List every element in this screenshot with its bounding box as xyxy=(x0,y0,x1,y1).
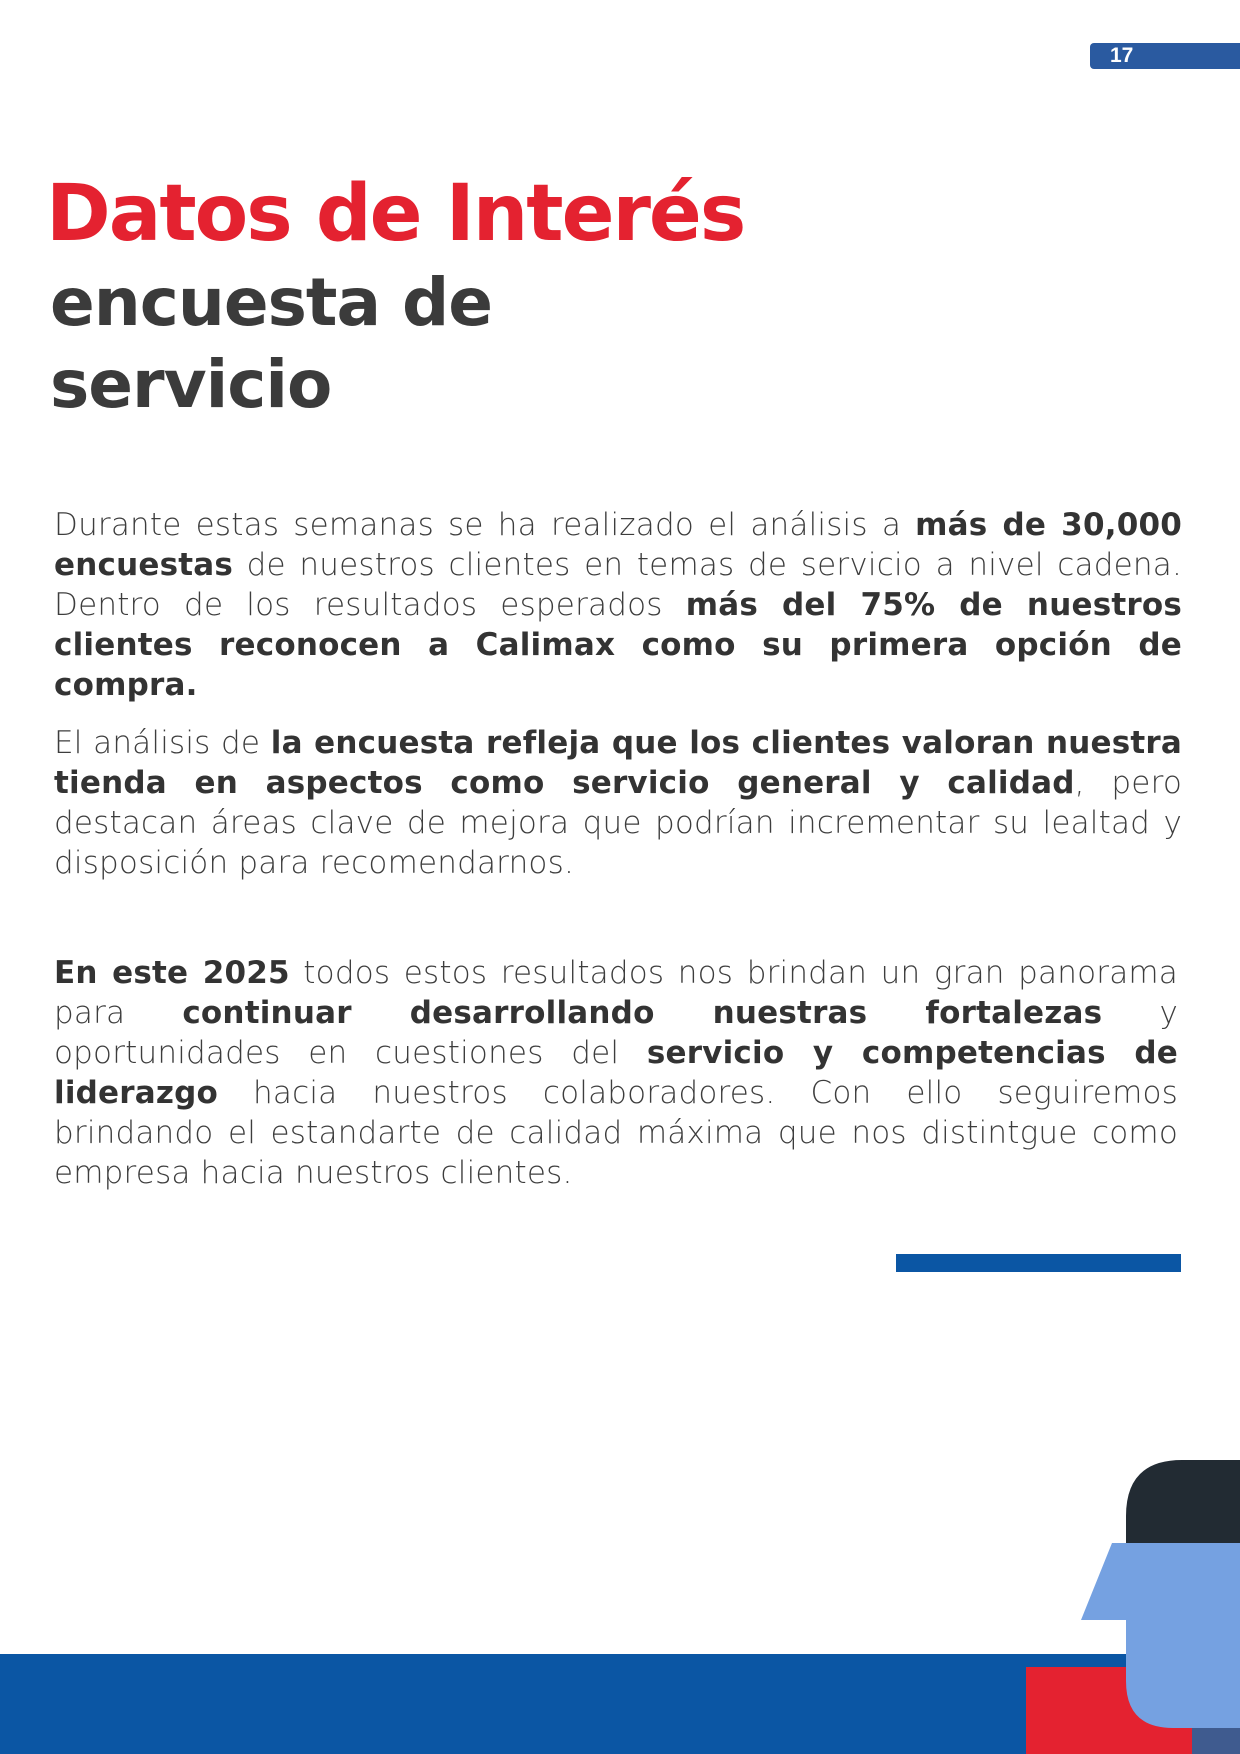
paragraph-2025-outlook xyxy=(54,953,1178,1193)
p1-text-1: Durante estas semanas se ha realizado el análisis a xyxy=(54,507,916,543)
p1-bold-1: más de 30,000 encuestas xyxy=(54,507,1183,583)
page-number-tab xyxy=(1090,43,1240,69)
p3-bold-2: continuar desarrollando nuestras fortalezas xyxy=(182,995,1103,1031)
p3-text-3: hacia nuestros colaboradores. Con ello seguiremos brindando el estandarte de calidad máxima que nos distintgue como empresa hacia nuestros clientes. xyxy=(54,1075,1178,1191)
person-illustration-icon xyxy=(1060,1460,1240,1754)
p3-text-2: y oportunidades en cuestiones del xyxy=(54,995,1178,1071)
p3-bold-3: servicio y competencias de liderazgo xyxy=(54,1035,1178,1111)
p1-bold-2: más del 75% de nuestros clientes reconocen a Calimax como su primera opción de compra. xyxy=(54,587,1183,703)
person-face-shape xyxy=(1081,1543,1240,1728)
p3-bold-1: En este 2025 xyxy=(54,955,290,991)
p2-bold-1: la encuesta refleja que los clientes valoran nuestra tienda en aspectos como servicio general y calidad xyxy=(54,725,1183,801)
paragraph-survey-analysis xyxy=(54,723,1182,883)
paragraph-survey-intro xyxy=(54,505,1182,705)
p2-text-1: El análisis de xyxy=(54,725,271,761)
page-number: 17 xyxy=(1110,44,1134,67)
subtitle-line-1: encuesta de xyxy=(50,264,492,341)
subtitle-line-2: servicio xyxy=(50,346,332,423)
page-subtitle xyxy=(50,262,492,426)
p2-text-2: , pero destacan áreas clave de mejora que podrían incrementar su lealtad y disposición para recomendarnos. xyxy=(54,765,1182,881)
page-title: Datos de Interés xyxy=(46,169,745,259)
p3-text-1: todos estos resultados nos brindan un gran panorama para xyxy=(54,955,1178,1031)
section-divider-bar xyxy=(896,1254,1181,1272)
p1-text-2: de nuestros clientes en temas de servicio a nivel cadena. Dentro de los resultados esperados xyxy=(54,547,1182,623)
